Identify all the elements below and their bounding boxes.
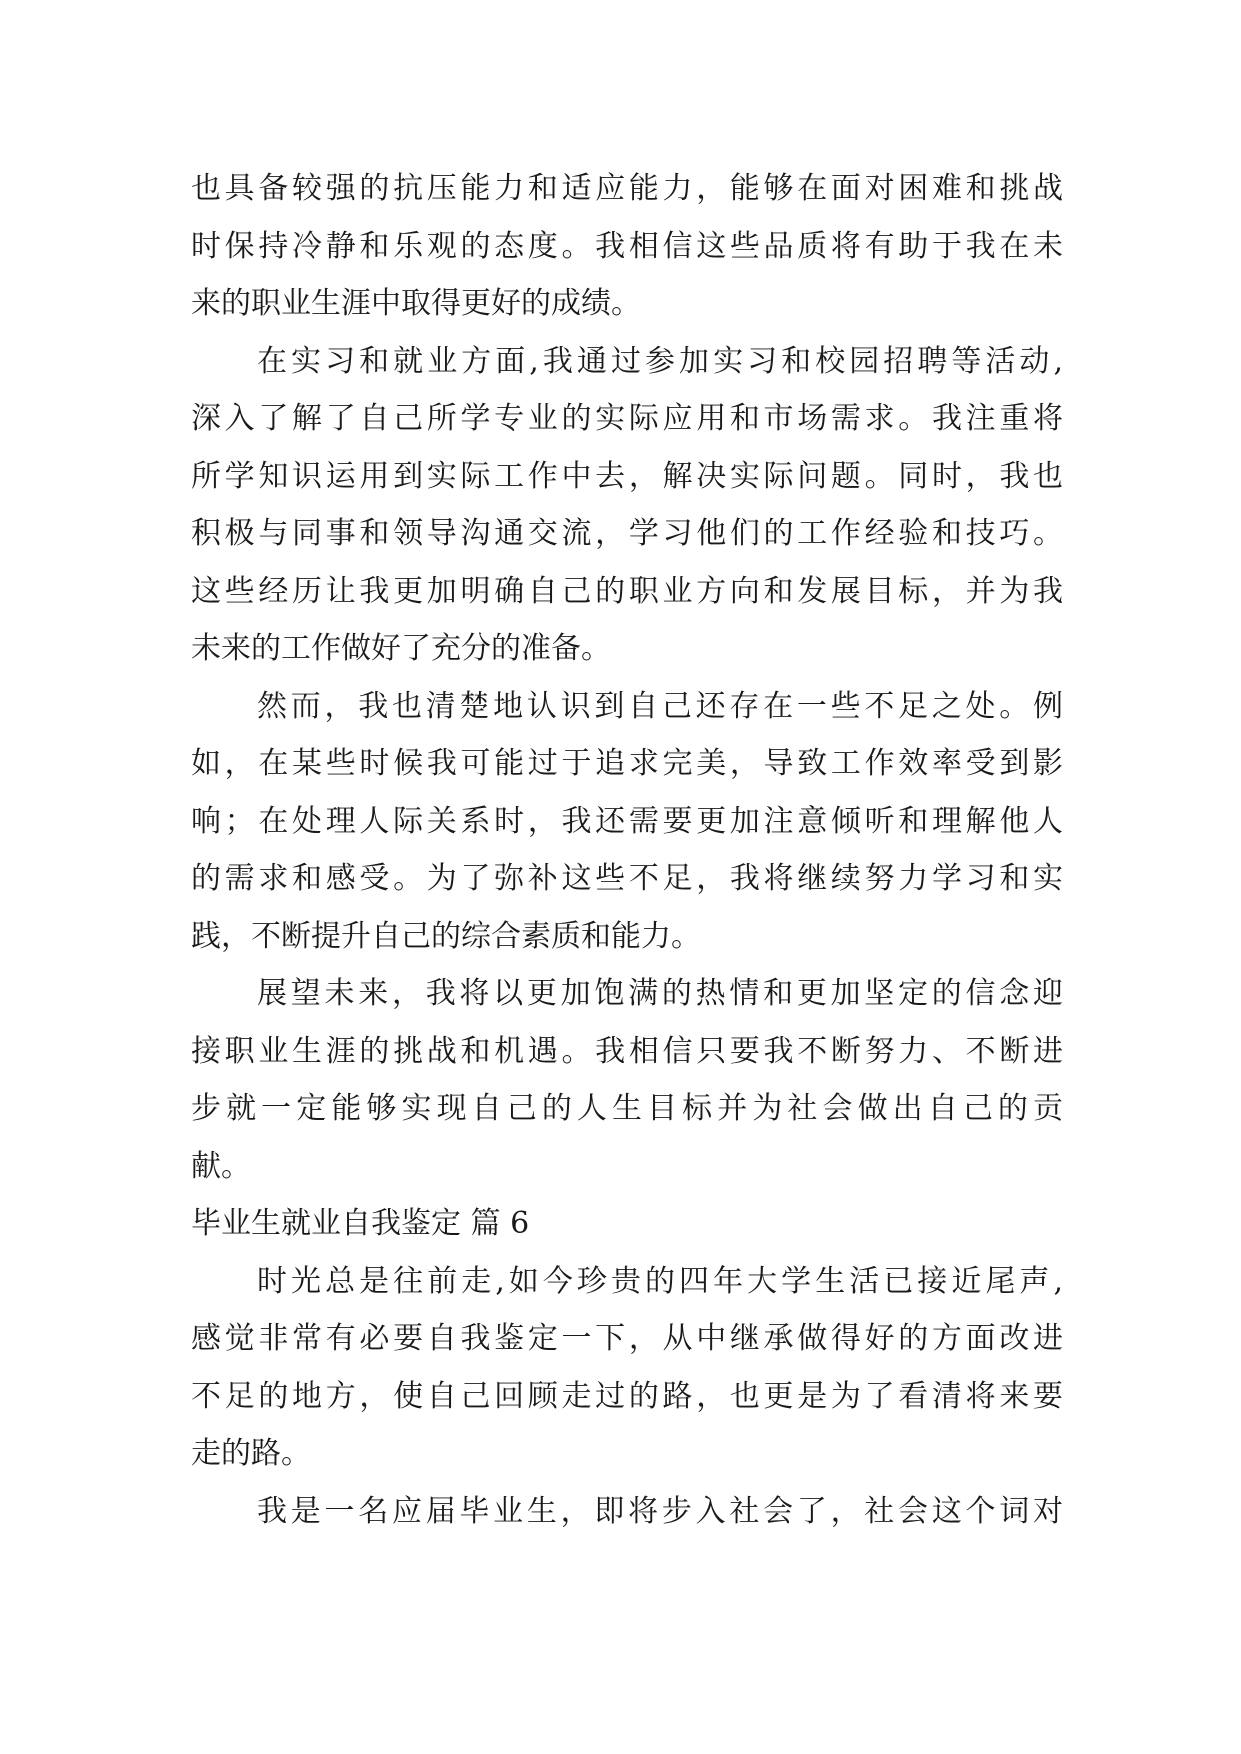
text-line: 所学知识运用到实际工作中去，解决实际问题。同时，我也 xyxy=(191,458,1063,494)
text-line: 感觉非常有必要自我鉴定一下，从中继承做得好的方面改进 xyxy=(191,1321,1063,1356)
text-line: 时光总是往前走,如今珍贵的四年大学生活已接近尾声, xyxy=(257,1263,1063,1299)
section-heading: 毕业生就业自我鉴定 篇 6 xyxy=(191,1206,530,1241)
text-line: 展望未来，我将以更加饱满的热情和更加坚定的信念迎 xyxy=(257,976,1063,1011)
document-body xyxy=(191,160,1063,1540)
text-line: 献。 xyxy=(191,1148,251,1184)
text-line: 如，在某些时候我可能过于追求完美，导致工作效率受到影 xyxy=(191,746,1063,781)
text-line: 积极与同事和领导沟通交流，学习他们的工作经验和技巧。 xyxy=(191,516,1063,551)
text-line: 步就一定能够实现自己的人生目标并为社会做出自己的贡 xyxy=(191,1091,1063,1126)
text-line: 然而，我也清楚地认识到自己还存在一些不足之处。例 xyxy=(257,688,1063,724)
text-line: 来的职业生涯中取得更好的成绩。 xyxy=(191,286,641,321)
text-line: 接职业生涯的挑战和机遇。我相信只要我不断努力、不断进 xyxy=(191,1033,1063,1069)
text-line: 的需求和感受。为了弥补这些不足，我将继续努力学习和实 xyxy=(191,861,1063,896)
text-line: 这些经历让我更加明确自己的职业方向和发展目标，并为我 xyxy=(191,573,1063,609)
text-line: 响；在处理人际关系时，我还需要更加注意倾听和理解他人 xyxy=(191,803,1063,839)
text-line: 我是一名应届毕业生，即将步入社会了，社会这个词对 xyxy=(257,1493,1063,1529)
text-line: 未来的工作做好了充分的准备。 xyxy=(191,631,611,666)
text-line: 不足的地方，使自己回顾走过的路，也更是为了看清将来要 xyxy=(191,1378,1063,1414)
text-line: 时保持冷静和乐观的态度。我相信这些品质将有助于我在未 xyxy=(191,228,1063,264)
text-line: 也具备较强的抗压能力和适应能力，能够在面对困难和挑战 xyxy=(191,171,1063,206)
text-line: 深入了解了自己所学专业的实际应用和市场需求。我注重将 xyxy=(191,401,1063,436)
text-line: 践，不断提升自己的综合素质和能力。 xyxy=(191,918,701,954)
text-line: 在实习和就业方面,我通过参加实习和校园招聘等活动, xyxy=(257,343,1063,379)
text-line: 走的路。 xyxy=(191,1436,311,1471)
